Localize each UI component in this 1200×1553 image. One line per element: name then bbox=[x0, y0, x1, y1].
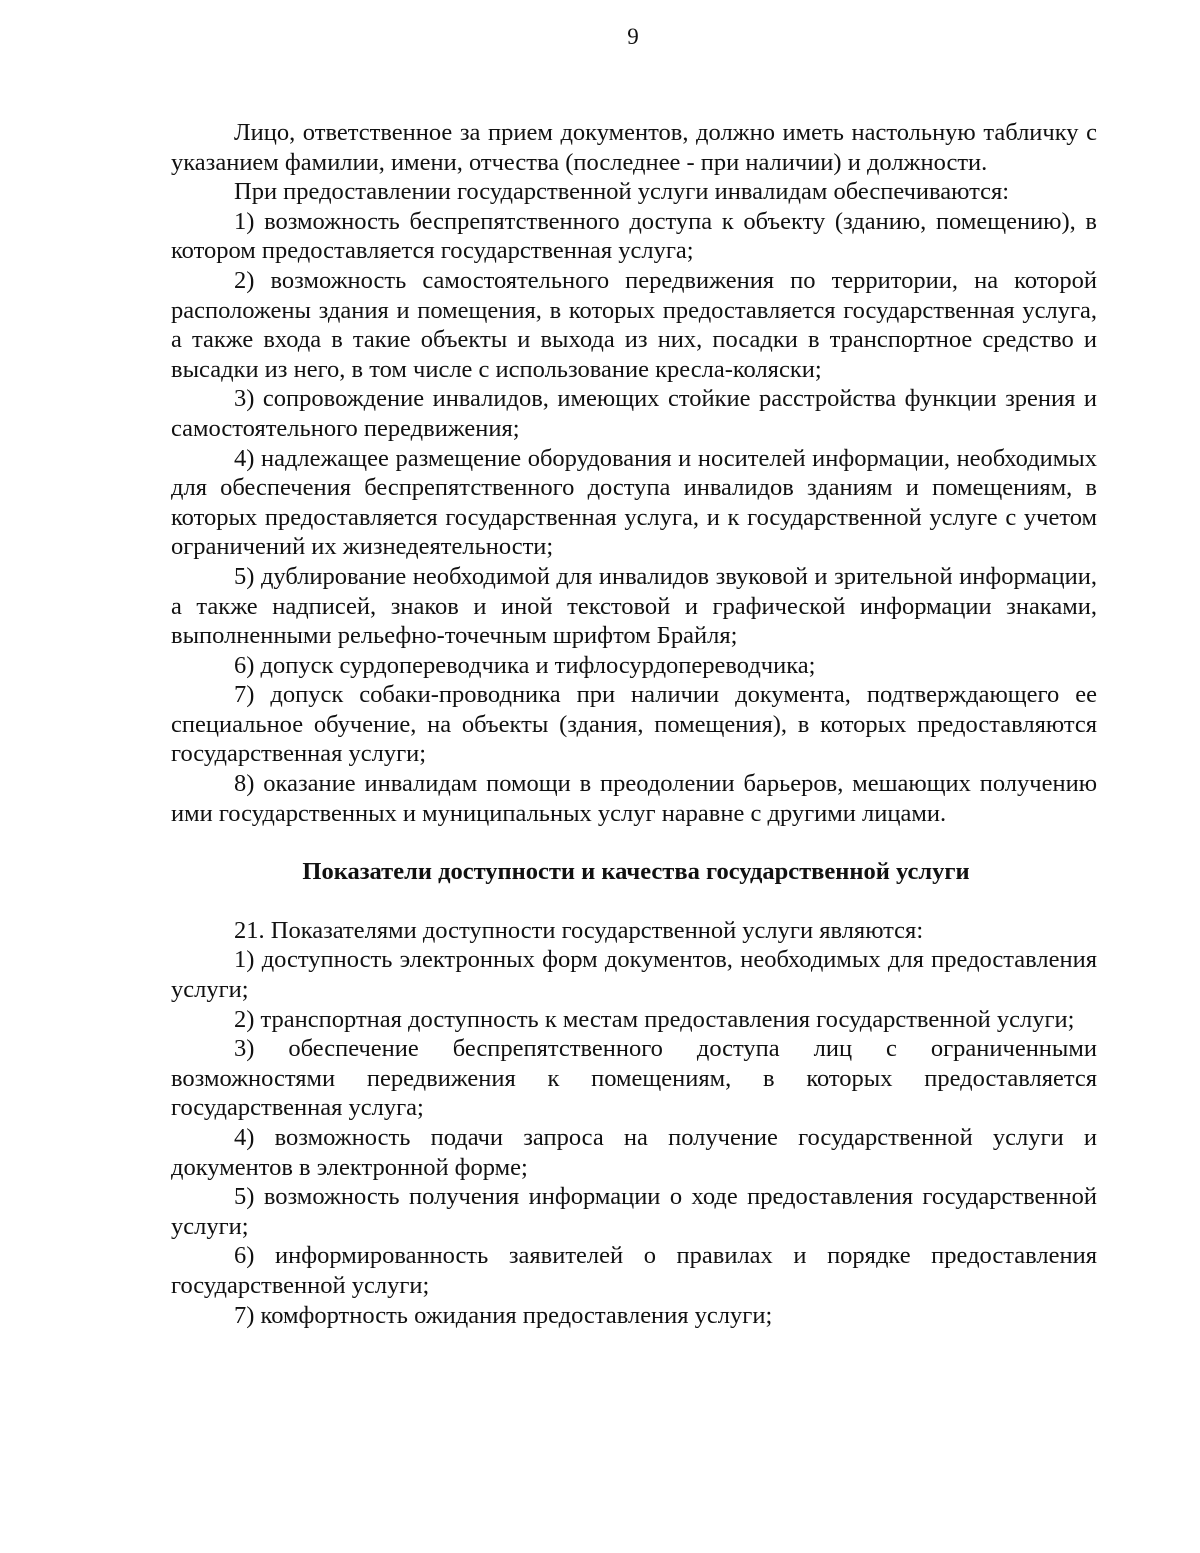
list-item-equipment-placement: 4) надлежащее размещение оборудования и носителей информации, необходимых для обеспечения беспрепятственного доступа инвалидов зданиям и помещениям, в которых предоставляется государственная услуга, и к государственной услуге с учетом ограничений их жизнедеятельности; bbox=[171, 444, 1097, 561]
list-item-waiting-comfort: 7) комфортность ожидания предоставления услуги; bbox=[234, 1301, 773, 1329]
list-item-electronic-request: 4) возможность подачи запроса на получение государственной услуги и документов в электронной форме; bbox=[171, 1124, 1097, 1181]
list-item-electronic-forms: 1) доступность электронных форм документов, необходимых для предоставления услуги; bbox=[171, 946, 1097, 1004]
list-item-limited-mobility-access: 3) обеспечение беспрепятственного доступа лиц с ограниченными возможностями передвижения к помещениям, в которых предоставляется государственная услуга; bbox=[171, 1035, 1097, 1122]
list-item-progress-information: 5) возможность получения информации о ходе предоставления государственной услуги; bbox=[171, 1183, 1097, 1240]
list-item-guide-dog: 7) допуск собаки-проводника при наличии документа, подтверждающего ее специальное обучение, на объекты (здания, помещения), в которых предоставляются государственная услуги; bbox=[171, 681, 1097, 768]
paragraph-accessibility-indicators: 21. Показателями доступности государственной услуги являются: bbox=[234, 916, 924, 944]
list-item-barrier-free-access: 1) возможность беспрепятственного доступа к объекту (зданию, помещению), в котором предоставляется государственная услуга; bbox=[171, 207, 1097, 265]
list-item-transport-accessibility: 2) транспортная доступность к местам предоставления государственной услуги; bbox=[234, 1005, 1075, 1033]
paragraph-disabled-services-intro: При предоставлении государственной услуги инвалидам обеспечиваются: bbox=[234, 178, 1010, 206]
document-body bbox=[171, 118, 1097, 1330]
paragraph-responsible-person: Лицо, ответственное за прием документов, должно иметь настольную табличку с указанием фамилии, имени, отчества (последнее - при наличии) и должности. bbox=[171, 119, 1097, 176]
list-item-escort: 3) сопровождение инвалидов, имеющих стойкие расстройства функции зрения и самостоятельного передвижения; bbox=[171, 385, 1097, 442]
list-item-independent-movement: 2) возможность самостоятельного передвижения по территории, на которой расположены здания и помещения, в которых предоставляется государственная услуга, а также входа в такие объекты и выхода из них, посадки в транспортное средство и высадки из него, в том числе с использование кресла-коляски; bbox=[171, 266, 1097, 383]
page-number: 9 bbox=[627, 24, 639, 49]
list-item-information-duplication: 5) дублирование необходимой для инвалидов звуковой и зрительной информации, а также надписей, знаков и иной текстовой и графической информации знаками, выполненными рельефно-точечным шрифтом Брайля; bbox=[171, 562, 1097, 650]
section-heading: Показатели доступности и качества государственной услуги bbox=[302, 858, 970, 886]
list-item-barrier-assistance: 8) оказание инвалидам помощи в преодолении барьеров, мешающих получению ими государственных и муниципальных услуг наравне с другими лицами. bbox=[171, 770, 1097, 827]
list-item-sign-interpreter: 6) допуск сурдопереводчика и тифлосурдопереводчика; bbox=[234, 651, 816, 679]
list-item-applicant-awareness: 6) информированность заявителей о правилах и порядке предоставления государственной услуги; bbox=[171, 1242, 1097, 1299]
